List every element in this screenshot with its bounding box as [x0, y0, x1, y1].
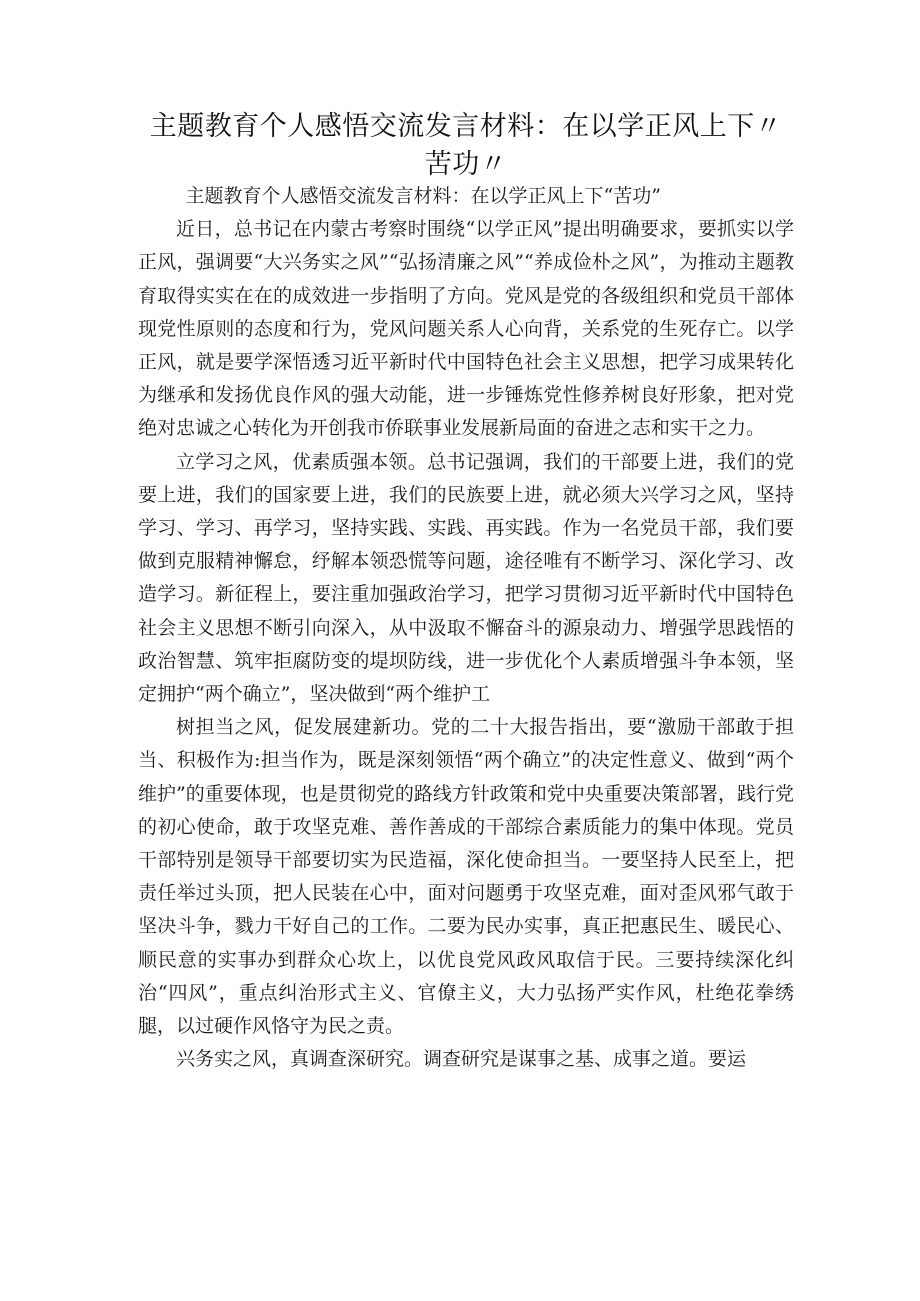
- paragraph-practical: 兴务实之风，真调查深研究。调查研究是谋事之基、成事之道。要运: [176, 1048, 747, 1071]
- paragraph-study: 立学习之风，优素质强本领。总书记强调，我们的干部要上进，我们的党要上进，我们的国家要上进，我们的民族要上进，就必须大兴学习之风，坚持学习、学习、再学习，坚持实践、实践、再实践。作为一名党员干部，我们要做到克服精神懈怠，纾解本领恐慌等问题，途径唯有不断学习、深化学习、改造学习。新征程上，要注重加强政治学习，把学习贯彻习近平新时代中国特色社会主义思想不断引向深入，从中汲取不懈奋斗的源泉动力、增强学思践悟的政治智慧、筑牢拒腐防变的堤坝防线，进一步优化个人素质增强斗争本领，坚定拥护“两个确立”，坚决做到“两个维护工: [138, 450, 794, 706]
- document-body: [138, 180, 794, 1076]
- document-title: 主题教育个人感悟交流发言材料：在以学正风上下〃苦功〃: [149, 111, 783, 180]
- document-subtitle: 主题教育个人感悟交流发言材料：在以学正风上下“苦功”: [185, 185, 661, 207]
- paragraph-intro: 近日，总书记在内蒙古考察时围绕“以学正风”提出明确要求，要抓实以学正风，强调要“大兴务实之风”“弘扬清廉之风”“养成俭朴之风”，为推动主题教育取得实实在在的成效进一步指明了方向。党风是党的各级组织和党员干部体现党性原则的态度和行为，党风问题关系人心向背，关系党的生死存亡。以学正风，就是要学深悟透习近平新时代中国特色社会主义思想，把学习成果转化为继承和发扬优良作风的强大动能，进一步锤炼党性修养树良好形象，把对党绝对忠诚之心转化为开创我市侨联事业发展新局面的奋进之志和实干之力。: [138, 218, 794, 440]
- paragraph-responsibility: 树担当之风，促发展建新功。党的二十大报告指出，要“激励干部敢于担当、积极作为:担当作为，既是深刻领悟“两个确立”的决定性意义、做到“两个维护”的重要体现，也是贯彻党的路线方针政策和党中央重要决策部署，践行党的初心使命，敢于攻坚克难、善作善成的干部综合素质能力的集中体现。党员干部特别是领导干部要切实为民造福，深化使命担当。一要坚持人民至上，把责任举过头顶，把人民装在心中，面对问题勇于攻坚克难，面对歪风邪气敢于坚决斗争，戮力干好自己的工作。二要为民办实事，真正把惠民生、暖民心、顺民意的实事办到群众心坎上，以优良党风政风取信于民。三要持续深化纠治“四风”，重点纠治形式主义、官僚主义，大力弘扬严实作风，杜绝花拳绣腿，以过硬作风恪守为民之责。: [138, 716, 794, 1038]
